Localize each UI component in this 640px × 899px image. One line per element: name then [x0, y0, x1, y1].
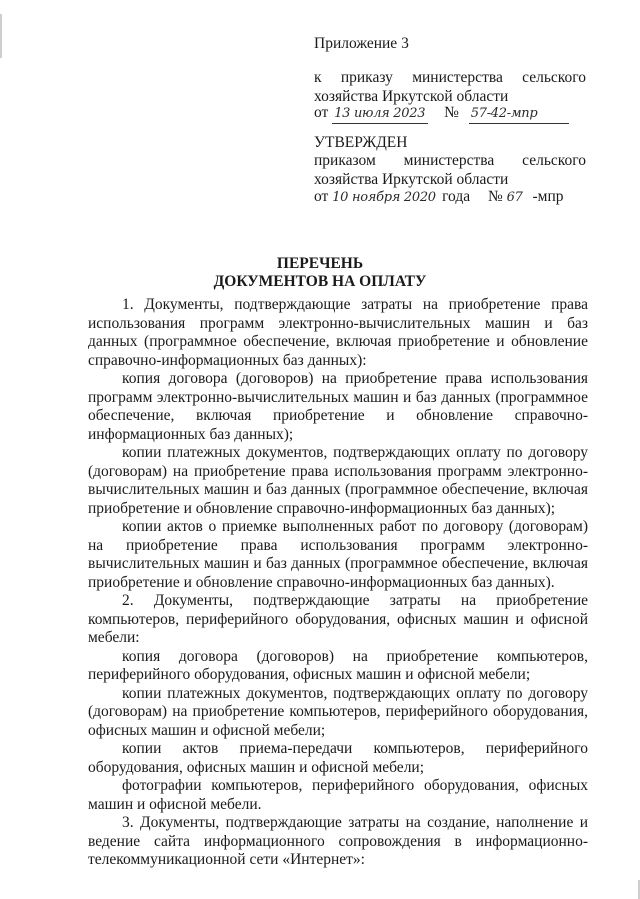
approved-line-2: хозяйства Иркутской области [314, 171, 509, 188]
scan-edge-mark [0, 14, 2, 58]
annex-from-line [314, 103, 586, 124]
annex-date-handwritten: 13 июля 2023 [332, 104, 428, 124]
paragraph-1: 1. Документы, подтверждающие затраты на приобретение права использования программ электронно-вычислительных машин и баз данных (программное обеспечение, включая приобретение и обновление справочно-информационных баз данных): [88, 296, 588, 369]
annex-from-label: от [314, 104, 329, 121]
paragraph-9: фотографии компьютеров, периферийного оборудования, офисных машин и офисной мебели. [88, 777, 588, 813]
document-heading-line-1: ПЕРЕЧЕНЬ [276, 255, 364, 272]
annex-title: Приложение 3 [314, 35, 409, 52]
paragraph-3: копии платежных документов, подтверждающих оплату по договору (договорам) на приобретение права использования программ электронно-вычислительных машин и баз данных (программное обеспечение, включая приобретение и обновление справочно-информационных баз данных); [88, 444, 588, 517]
paragraph-10: 3. Документы, подтверждающие затраты на создание, наполнение и ведение сайта информационного сопровождения в информационно-телекоммуникационной сети «Интернет»: [88, 814, 588, 868]
annex-line-1: к приказу министерства сельского [314, 69, 586, 86]
approved-line-1: приказом министерства сельского [314, 152, 586, 169]
paragraph-7: копии платежных документов, подтверждающих оплату по договору (договорам) на приобретение компьютеров, периферийного оборудования, офисных машин и офисной мебели; [88, 684, 588, 739]
approved-number-handwritten: 67 [506, 190, 523, 205]
annex-line-2: хозяйства Иркутской области [314, 88, 509, 105]
annex-number-handwritten: 57-42-мпр [469, 104, 569, 124]
approved-year-label: года [442, 188, 471, 205]
paragraph-5: 2. Документы, подтверждающие затраты на приобретение компьютеров, периферийного оборудования, офисных машин и офисной мебели: [88, 592, 588, 646]
document-body [88, 296, 588, 870]
paragraph-8: копии актов приема-передачи компьютеров, периферийного оборудования, офисных машин и офисной мебели; [88, 740, 588, 776]
approved-number-label: № [488, 188, 503, 205]
approved-title: УТВЕРЖДЕН [314, 134, 408, 151]
document-heading-line-2: ДОКУМЕНТОВ НА ОПЛАТУ [213, 273, 427, 290]
approved-from-line [314, 187, 586, 207]
paragraph-2: копия договора (договоров) на приобретение права использования программ электронно-вычислительных машин и баз данных (программное обеспечение, включая приобретение и обновление справочно-информационных баз данных); [88, 370, 588, 443]
annex-number-label: № [444, 104, 459, 121]
paragraph-6: копия договора (договоров) на приобретение компьютеров, периферийного оборудования, офисных машин и офисной мебели; [88, 647, 588, 683]
approved-number-suffix: -мпр [532, 188, 564, 205]
approved-from-label: от [314, 188, 329, 205]
approved-date-handwritten: 10 ноября 2020 [332, 190, 436, 205]
paragraph-4: копии актов о приемке выполненных работ по договору (договорам) на приобретение права использования программ электронно-вычислительных машин и баз данных (программное обеспечение, включая приобретение и обновление справочно-информационных баз данных). [88, 518, 588, 591]
